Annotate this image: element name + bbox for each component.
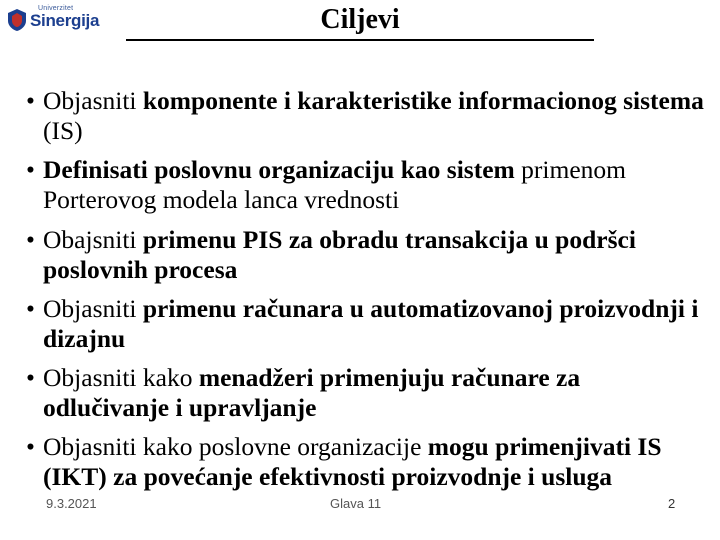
footer-page-number: 2	[668, 496, 676, 511]
bullet-text: (IS)	[43, 116, 83, 145]
bullet-text: Objasniti	[43, 86, 143, 115]
bullet-dot-icon: •	[26, 293, 35, 323]
bullet-text: Objasniti kako	[43, 363, 199, 393]
bullet-text: Obajsniti	[43, 224, 143, 254]
bullet-item	[26, 432, 706, 492]
bullet-text-bold: mogu primenjivati IS (IKT) za povećanje efektivnosti proizvodnje i usluga	[43, 432, 662, 492]
bullet-text-bold: menadžeri primenjuju računare za odlučivanje i upravljanje	[43, 363, 581, 423]
footer-chapter: Glava 11	[330, 496, 382, 511]
bullet-dot-icon: •	[26, 363, 35, 393]
logo-line-1: Univerzitet	[38, 5, 74, 12]
bullet-text-bold: primenu PIS za obradu transakcija u podršci poslovnih procesa	[43, 224, 636, 284]
bullet-item	[26, 294, 706, 354]
bullet-text: Objasniti	[43, 293, 143, 323]
bullet-dot-icon: •	[26, 224, 35, 254]
bullet-dot-icon: •	[26, 432, 35, 462]
footer-date: 9.3.2021	[46, 496, 97, 511]
bullet-text-bold: Definisati poslovnu organizaciju kao sistem	[43, 155, 515, 185]
bullet-text-bold: primenu računara u automatizovanoj proizvodnji i dizajnu	[43, 293, 699, 353]
shield-icon	[6, 8, 28, 32]
bullet-dot-icon: •	[26, 86, 35, 115]
title-underline	[126, 39, 594, 41]
bullet-text: Objasniti kako poslovne organizacije	[43, 432, 428, 462]
bullet-item	[26, 363, 706, 423]
bullet-text: primenom Porterovog modela lanca vrednosti	[43, 155, 626, 215]
slide-title: Ciljevi	[320, 4, 400, 35]
objectives-list	[26, 86, 706, 502]
bullet-item	[26, 155, 706, 215]
bullet-dot-icon: •	[26, 155, 35, 185]
university-logo	[6, 4, 98, 34]
bullet-text-bold: komponente i karakteristike informacionog sistema	[142, 86, 704, 115]
bullet-item	[26, 225, 706, 285]
logo-line-2: Sinergija	[30, 11, 100, 30]
bullet-item	[26, 86, 706, 146]
